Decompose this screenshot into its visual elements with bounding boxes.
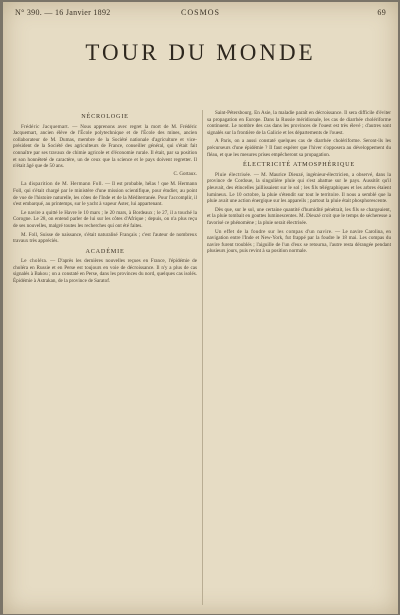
foudre-lead: Un effet de la foudre sur les compas d'un navire.	[215, 228, 333, 235]
intro-paragraph: Saint-Pétersbourg. En Asie, la maladie paraît en décroissance. Il sera difficile d'éviter sa propagation en Europe. Dans la Russie méridionale, les cas de diarrhée cholériforme continuent. Le nombre des cas dans les provinces de l'ouest est très élevé ; d'autres sont signalés sur la frontière de la Galicie et les départements de l'ouest.	[207, 110, 391, 136]
issue-date: N° 390. — 16 Janvier 1892	[15, 8, 111, 17]
meteo-paragraph-2: Dès que, sur le sol, une certaine quantité d'humidité pénétrait, les fils se chargeaient, et la pluie tombait en gouttes luminescentes. M. Dieuzé croit que le temps de sécheresse a favorisé ce phénomène ; la pluie serait électrisée.	[207, 206, 391, 226]
section-heading-necrologie: NÉCROLOGIE	[81, 113, 129, 120]
necrologie-text: — Nous apprenons avec regret la mort de M. Frédéric Jacquemart, ancien élève de l'École polytechnique et de l'École des mines, ancien collaborateur de M. Dumas, membre de la Société nationale d'agriculture et vice-président de la Société des agriculteurs de France, conseiller général, qui s'était fait connaître par ses travaux de chimie agricole et d'économie rurale. Il était, par sa position et son honnêteté de caractère, un de ceux que la science et le pays doivent regretter. Il n'était âgé que de 50 ans.	[13, 123, 198, 170]
academie-paragraph	[13, 258, 197, 284]
necrologie-lead: Frédéric Jacquemart.	[21, 123, 70, 130]
right-column	[207, 110, 391, 257]
mission-paragraph-2: Le navire a quitté le Havre le 10 mars ; le 20 mars, à Bordeaux ; le 27, il a touché la Corogne. Le 28, on entend parler de lui sur les côtes d'Afrique ; depuis, on n'a plus reçu de ses nouvelles, malgré toutes les recherches qui ont été faites.	[13, 209, 197, 229]
running-header	[15, 8, 386, 20]
academie-lead: Le choléra.	[21, 258, 48, 265]
academie-text: — D'après les dernières nouvelles reçues en France, l'épidémie de choléra en Russie et en Perse est toujours en voie de décroissance. Il n'y a plus de cas signalés à Bakou ; on a constaté en Perse, dans les provinces du nord, quelques cas isolés. Épidémie à Astrakan, de la province de Saratof.	[13, 258, 197, 285]
left-column	[13, 110, 197, 287]
necrologie-signature: C. Gortaux.	[173, 171, 197, 177]
intro-paragraph-2: A Paris, on a aussi constaté quelques cas de diarrhée cholériforme. Seront-ils les précurseurs d'une épidémie ? Il faut espérer que l'hiver s'opposera au développement du fléau, et que les mesures prises empêcheront sa propagation.	[207, 138, 391, 158]
foudre-text: — Le navire Carolina, en navigation entre l'Inde et New-York, fut frappé par la foudre le 18 mai. Les compas du navire furent troublés ; l'aiguille de l'un d'eux se retourna, l'autre resta dérangée pendant plusieurs jours, puis revint à sa position normale.	[207, 228, 391, 255]
meteo-text: — M. Maurice Dieuzé, ingénieur-électricien, a observé, dans la province de Cordoue, la singulière pluie qui s'est abattue sur le pays. Aussitôt qu'il pleuvait, des étincelles jaillissaient sur le sol ; les fils télégraphiques et les arbres étaient lumineux. Le 10 octobre, la pluie s'étendit sur tout le territoire. Il nous a semblé que la pluie avait une action énergique sur les appareils ; partout la pluie était phosphorescente.	[207, 171, 391, 205]
mission-lead: La disparition de M. Hermann Foll.	[21, 181, 104, 188]
section-heading-electricite: ÉLECTRICITÉ ATMOSPHÉRIQUE	[243, 161, 355, 169]
journal-name: COSMOS	[181, 8, 220, 17]
foudre-paragraph	[207, 229, 391, 255]
mission-paragraph	[13, 181, 197, 207]
page-title: TOUR DU MONDE	[85, 40, 316, 65]
mission-text-1: — Il est probable, hélas ! que M. Hermann Foll, qui s'était chargé par le ministère d'une mission scientifique, pour étudier, au point de vue de l'histoire naturelle, les côtes de l'Inde et de la Méditerranée. Pour l'accomplir, il s'est embarqué, au printemps, sur le yacht à vapeur Aster, lui appartenant.	[13, 181, 197, 208]
meteo-lead: Pluie électrisée.	[215, 171, 252, 178]
section-heading-academie: ACADÉMIE	[85, 247, 125, 255]
necrologie-paragraph	[13, 124, 197, 170]
mission-paragraph-3: M. Foll, Suisse de naissance, s'était naturalisé Français ; c'est l'auteur de nombreux travaux très appréciés.	[13, 231, 197, 245]
page-number: 69	[377, 8, 386, 17]
meteo-paragraph	[207, 172, 391, 205]
journal-page	[3, 2, 398, 614]
column-divider	[202, 110, 203, 605]
